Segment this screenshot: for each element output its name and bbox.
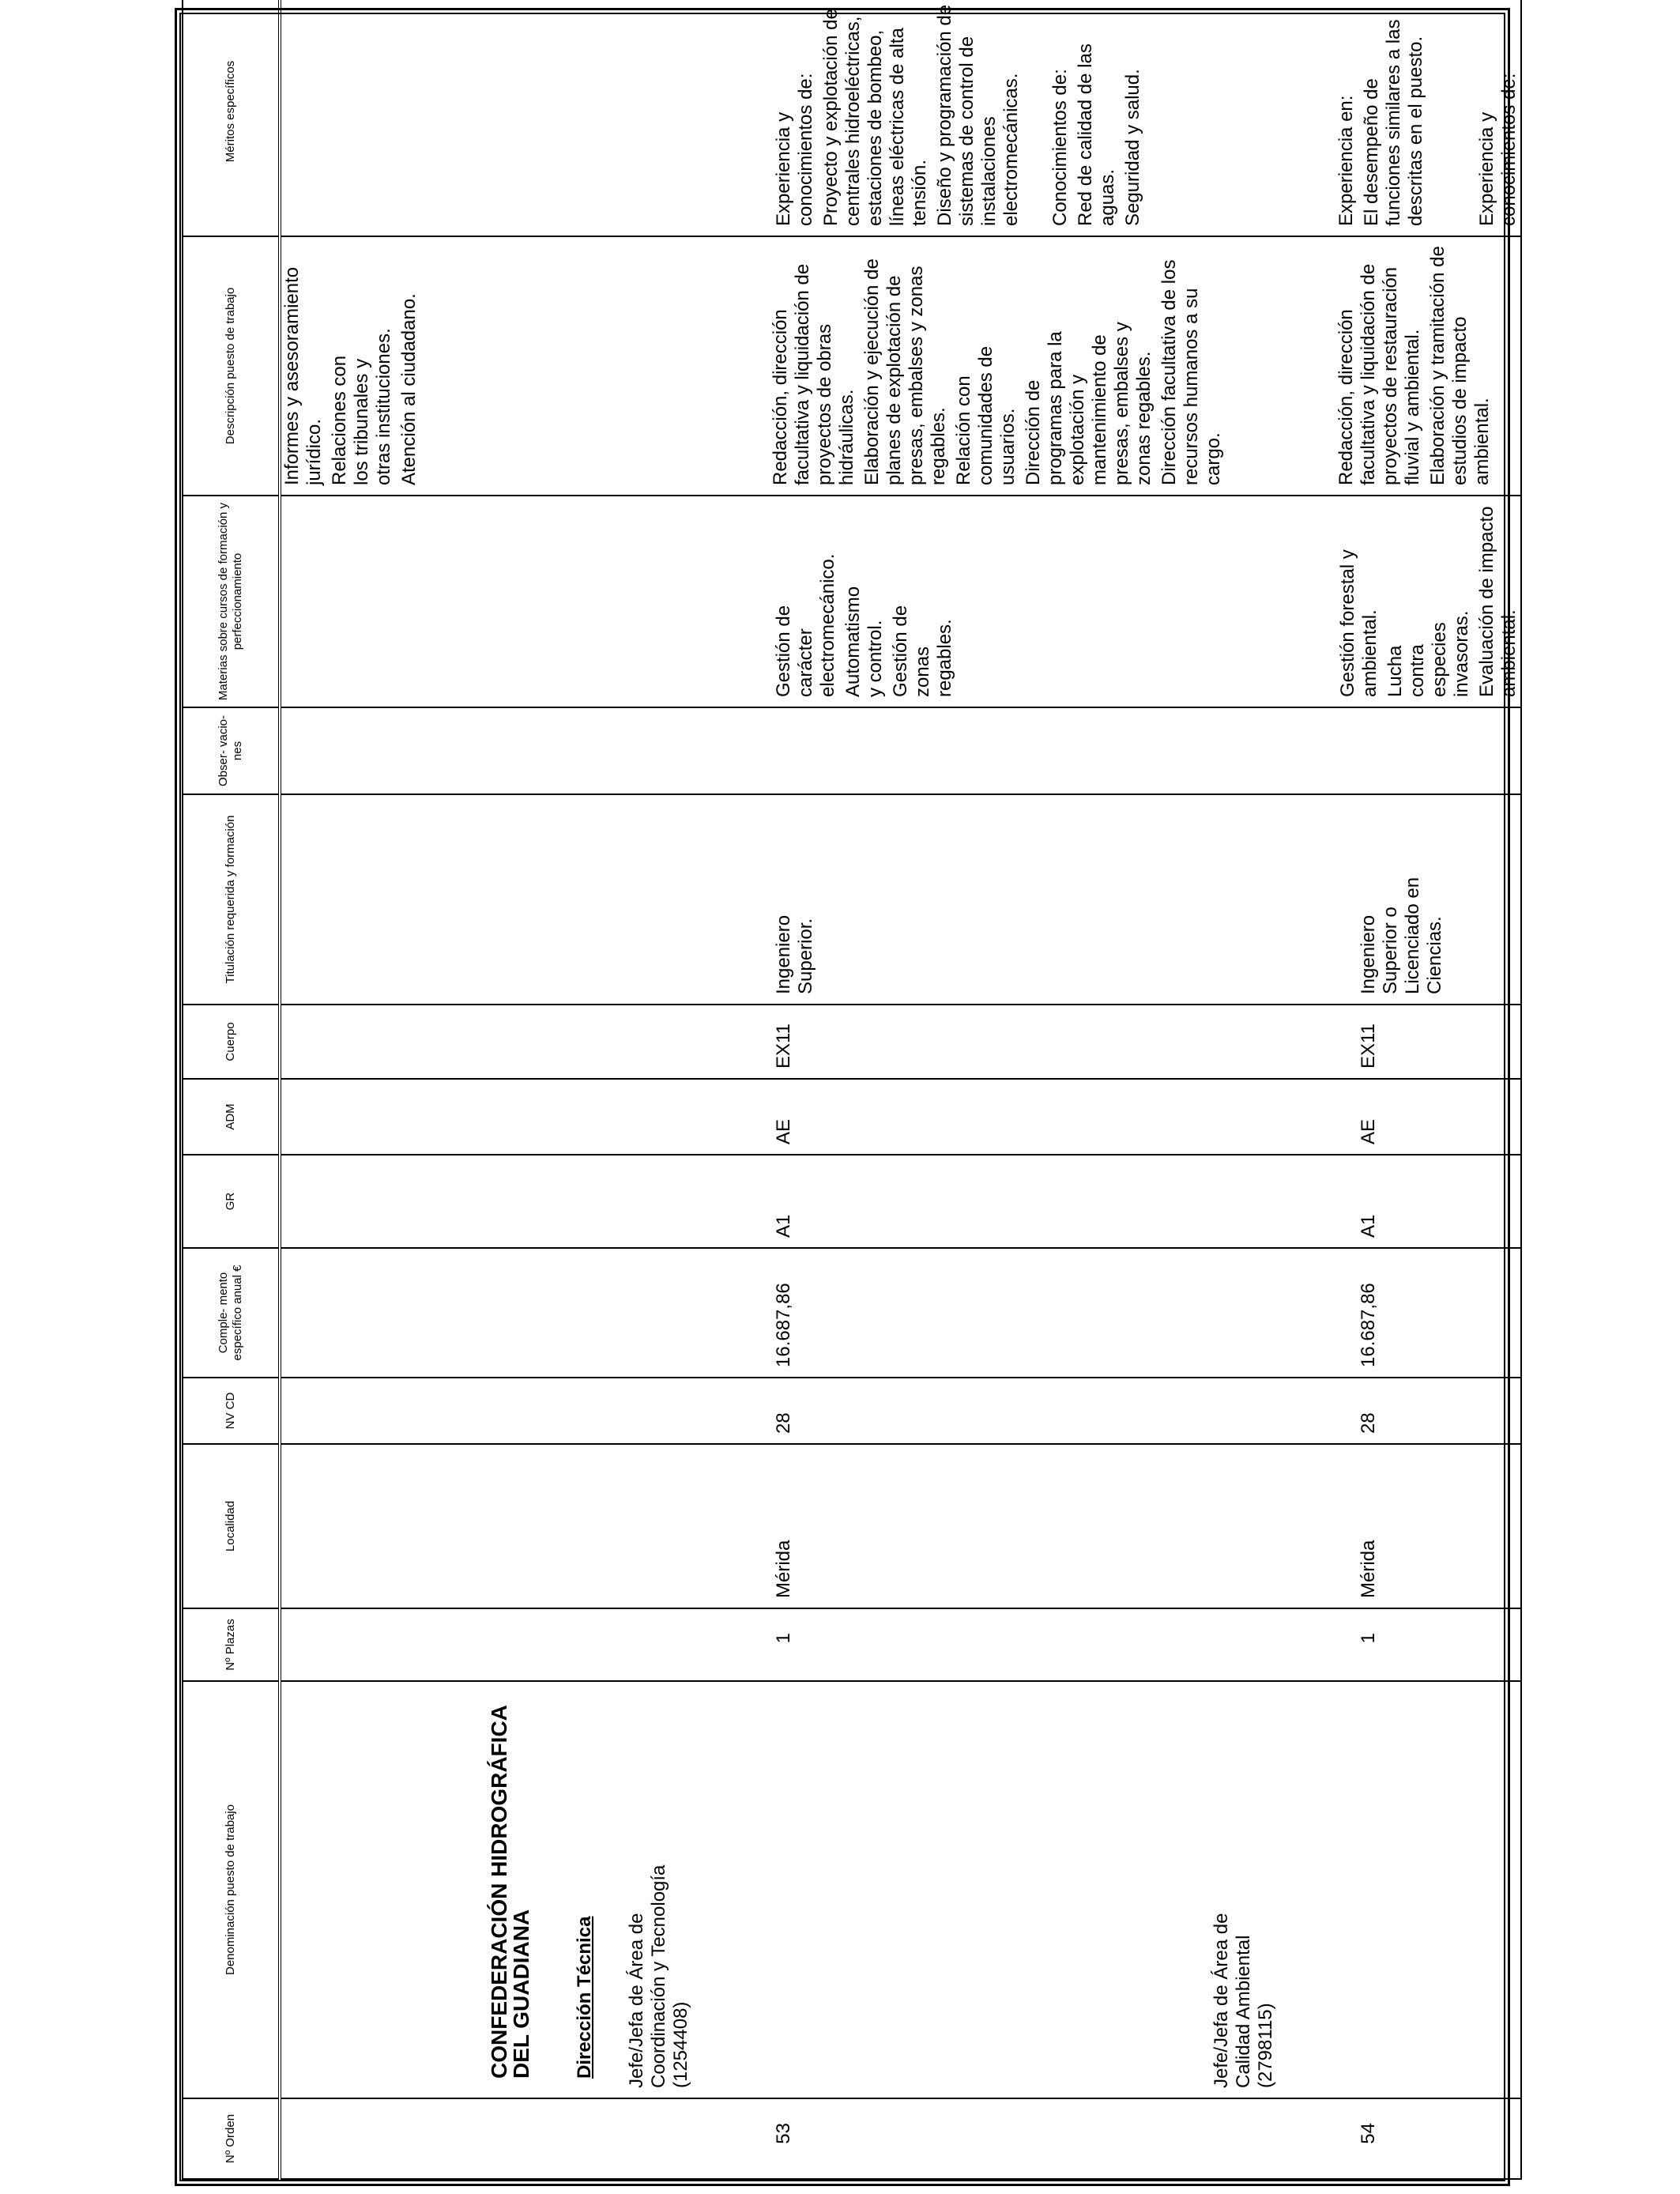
nv-cd-cell: [280, 1378, 1521, 1444]
row-54-adm: AE: [1358, 1118, 1379, 1144]
descripcion-item: Informes y asesoramiento jurídico.: [281, 266, 325, 485]
header-localidad: Localidad: [183, 1444, 280, 1608]
descripcion-item: Dirección facultativa de los recursos humanos a su cargo.: [1158, 259, 1224, 485]
materia-item: Gestión de zonas regables.: [890, 605, 955, 697]
descripcion-item: Elaboración y tramitación de estudios de impacto ambiental.: [1427, 246, 1493, 485]
merito-item: Proyecto y explotación de centrales hidroeléctricas, estaciones de bombeo, líneas eléctricas de alta tensión.: [820, 9, 930, 226]
complemento-cell: [280, 1248, 1521, 1378]
header-cuerpo: Cuerpo: [183, 1005, 280, 1079]
descripcion-item: Atención al ciudadano.: [398, 293, 420, 485]
header-descripcion: Descripción puesto de trabajo: [183, 236, 280, 496]
section-title: Dirección Técnica: [574, 1916, 595, 2079]
rotated-table-wrapper: [182, 4, 1520, 2180]
row-53-complemento: 16.687,86: [773, 1283, 794, 1367]
header-adm: ADM: [183, 1079, 280, 1155]
descripcion-item: Redacción, dirección facultativa y liquidación de proyectos de restauración fluvial y ambiental.: [1335, 263, 1423, 485]
table-body-row: [280, 0, 1521, 2179]
localidad-cell: [280, 1444, 1521, 1608]
merito-item: Seguridad y salud.: [1122, 69, 1143, 226]
row-54-materias: [1337, 501, 1520, 697]
observaciones-cell: [280, 707, 1521, 794]
row-53-plazas: 1: [773, 1633, 794, 1644]
row-53-descripcion: [770, 242, 1335, 485]
plazas-cell: [280, 1608, 1521, 1681]
row-53-gr: A1: [773, 1214, 794, 1238]
header-observaciones: Obser- vacio- nes: [183, 707, 280, 794]
merito-item: Experiencia y conocimientos de:: [773, 73, 816, 226]
header-materias: Materias sobre cursos de formación y perfeccionamiento: [183, 496, 280, 707]
row-54-nv-cd: 28: [1358, 1412, 1379, 1434]
descripcion-item: Dirección de programas para la explotación y mantenimiento de presas, embalses y zonas regables.: [1023, 322, 1155, 485]
header-nv-cd: NV CD: [183, 1378, 280, 1444]
header-orden: Nº Orden: [183, 2098, 280, 2179]
merito-item: El desempeño de funciones similares a las descritas en el puesto.: [1361, 19, 1426, 226]
denominacion-cell: [280, 1681, 1521, 2098]
row-54-localidad: Mérida: [1358, 1540, 1379, 1598]
header-plazas: Nº Plazas: [183, 1608, 280, 1681]
row-53-denominacion: Jefe/Jefa de Área de Coordinación y Tecnología (1254408): [626, 1864, 691, 2088]
table-header-row: [183, 0, 280, 2179]
merito-item: Conocimientos de:: [1049, 69, 1071, 226]
row-54-meritos: [1335, 0, 1520, 226]
orden-cell: [280, 2098, 1521, 2179]
entity-title: CONFEDERACIÓN HIDROGRÁFICA DEL GUADIANA: [487, 1706, 533, 2079]
job-positions-table: [182, 0, 1522, 2180]
merito-item: Red de calidad de las aguas.: [1075, 43, 1118, 226]
row-54-titulacion: Ingeniero Superior o Licenciado en Ciencias.: [1358, 876, 1445, 994]
materia-item: Lucha contra especies invasoras.: [1384, 610, 1472, 697]
row-53-cuerpo: EX11: [773, 1023, 794, 1069]
row-53-titulacion: Ingeniero Superior.: [773, 914, 816, 994]
descripcion-item: Redacción, dirección facultativa y liquidación de proyectos de obras hidráulicas.: [770, 263, 857, 485]
materia-item: Automatismo y control.: [842, 586, 886, 697]
row-53-adm: AE: [773, 1118, 794, 1144]
titulacion-cell: [280, 794, 1521, 1005]
materia-item: Gestión de carácter electromecánico.: [773, 553, 838, 697]
meritos-cell: [280, 0, 1521, 236]
header-titulacion: Titulación requerida y formación: [183, 794, 280, 1005]
row-54-cuerpo: EX11: [1358, 1023, 1379, 1069]
row-54-descripcion: [1335, 242, 1494, 485]
row-53-nv-cd: 28: [773, 1412, 794, 1434]
descripcion-item: Relaciones con los tribunales y otras instituciones.: [329, 328, 394, 485]
descripcion-item: Relación con comunidades de usuarios.: [953, 345, 1019, 485]
descripcion-cell: [280, 236, 1521, 496]
row-53-meritos: [773, 0, 1335, 226]
materias-cell: [280, 496, 1521, 707]
continuation-descripcion: [281, 242, 770, 485]
row-54-gr: A1: [1358, 1214, 1379, 1238]
row-54-complemento: 16.687,86: [1358, 1283, 1379, 1367]
gr-cell: [280, 1155, 1521, 1248]
materia-item: Evaluación de impacto ambiental.: [1476, 506, 1520, 697]
descripcion-item: Elaboración y ejecución de planes de explotación de presas, embalses y zonas regables.: [861, 258, 949, 485]
row-54-denominacion: Jefe/Jefa de Área de Calidad Ambiental (2798115): [1211, 1913, 1276, 2088]
cuerpo-cell: [280, 1005, 1521, 1079]
header-gr: GR: [183, 1155, 280, 1248]
row-53-orden: 53: [773, 2123, 794, 2144]
merito-item: Diseño y programación de sistemas de control de instalaciones electromecánicas.: [934, 4, 1022, 226]
row-54-plazas: 1: [1358, 1633, 1379, 1644]
row-53-localidad: Mérida: [773, 1540, 794, 1598]
merito-item: Experiencia y conocimientos de:: [1476, 73, 1520, 226]
adm-cell: [280, 1079, 1521, 1155]
header-meritos: Méritos específicos: [183, 0, 280, 236]
row-53-materias: [773, 501, 974, 697]
header-denominacion: Denominación puesto de trabajo: [183, 1681, 280, 2098]
materia-item: Gestión forestal y ambiental.: [1337, 549, 1381, 697]
header-complemento: Comple- mento específico anual €: [183, 1248, 280, 1378]
merito-item: Experiencia en:: [1335, 95, 1357, 226]
row-54-orden: 54: [1358, 2123, 1379, 2144]
